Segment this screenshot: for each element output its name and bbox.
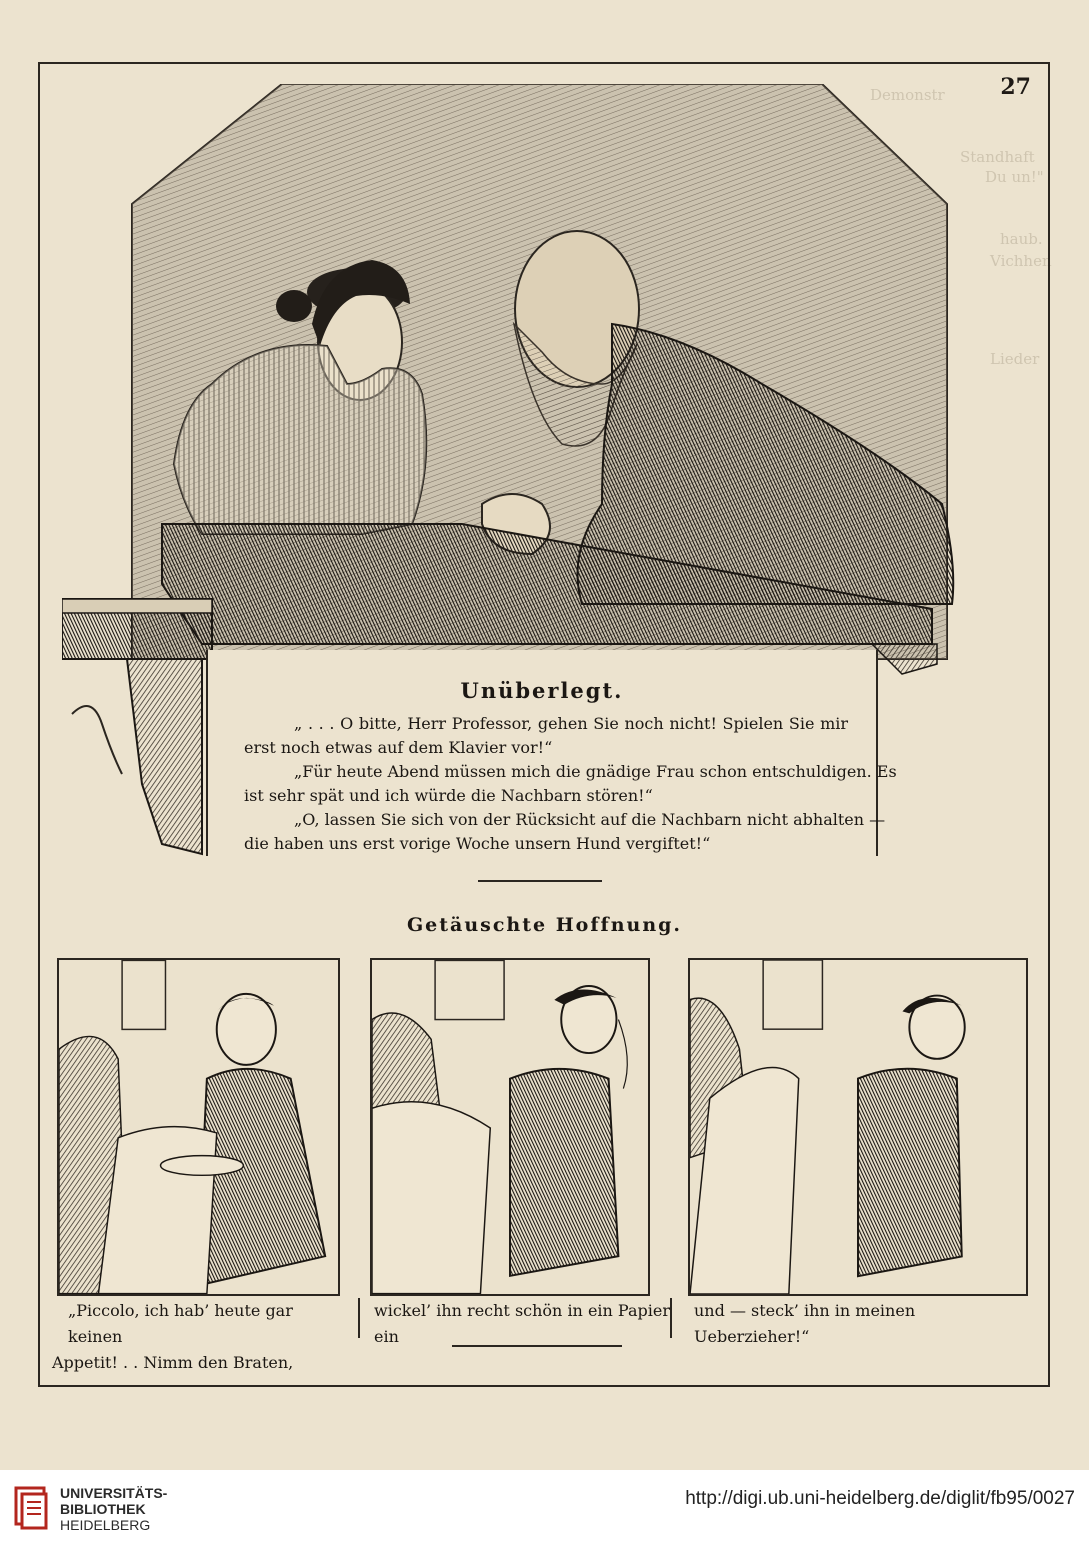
library-name-line: UNIVERSITÄTS- (60, 1485, 168, 1501)
dialogue-line: „ . . . O bitte, Herr Professor, gehen Sie noch nicht! Spielen Sie mir (294, 714, 848, 733)
dialogue-line: ist sehr spät und ich würde die Nachbarn stören!“ (244, 786, 653, 805)
permalink-url[interactable]: http://digi.ub.uni-heidelberg.de/diglit/fb95/0027 (685, 1488, 1075, 1509)
library-footer (0, 1470, 1089, 1549)
end-divider (452, 1345, 622, 1347)
dialogue-line: erst noch etwas auf dem Klavier vor!“ (244, 738, 553, 757)
comic-panel-3 (688, 958, 1028, 1296)
caption-line: ein (374, 1327, 399, 1346)
panel-caption-1 (52, 1298, 352, 1376)
caption-line: und — steck’ ihn in meinen Ueberzieher!“ (694, 1301, 916, 1346)
dialogue-line: „O, lassen Sie sich von der Rücksicht auf die Nachbarn nicht abhalten — (294, 810, 886, 829)
caption-separator (358, 1298, 360, 1338)
section-divider (478, 880, 602, 882)
library-name-line: BIBLIOTHEK (60, 1501, 146, 1517)
panel-caption-3 (694, 1298, 1034, 1350)
comic-panel-1 (57, 958, 340, 1296)
caption-box-unueberlegt (206, 650, 897, 856)
university-library-logo-icon (12, 1486, 52, 1530)
caption-line: „Piccolo, ich hab’ heute gar keinen (68, 1301, 293, 1346)
library-name (60, 1485, 167, 1533)
bleed-through-text: haub. (1000, 230, 1043, 248)
bleed-through-text: Demonstr (870, 86, 945, 104)
caption-line: wickel’ ihn recht schön in ein Papier (374, 1301, 670, 1320)
caption-line: Appetit! . . Nimm den Braten, (52, 1353, 294, 1372)
bleed-through-text: Du un!" (985, 168, 1044, 186)
page-number: 27 (1000, 74, 1031, 100)
dialogue-line: „Für heute Abend müssen mich die gnädige Frau schon entschuldigen. Es (294, 762, 897, 781)
panel-caption-2 (374, 1298, 674, 1350)
caption-separator (670, 1298, 672, 1338)
article-title: Unüberlegt. (460, 678, 624, 703)
comic-panel-2 (370, 958, 650, 1296)
bleed-through-text: Vichhen (990, 252, 1052, 270)
article-title: Getäuschte Hoffnung. (406, 914, 683, 936)
bleed-through-text: Lieder (990, 350, 1040, 368)
dialogue-line: die haben uns erst vorige Woche unsern Hund vergiftet!“ (244, 834, 711, 853)
library-name-line: HEIDELBERG (60, 1517, 151, 1533)
bleed-through-text: Standhaft (960, 148, 1035, 166)
